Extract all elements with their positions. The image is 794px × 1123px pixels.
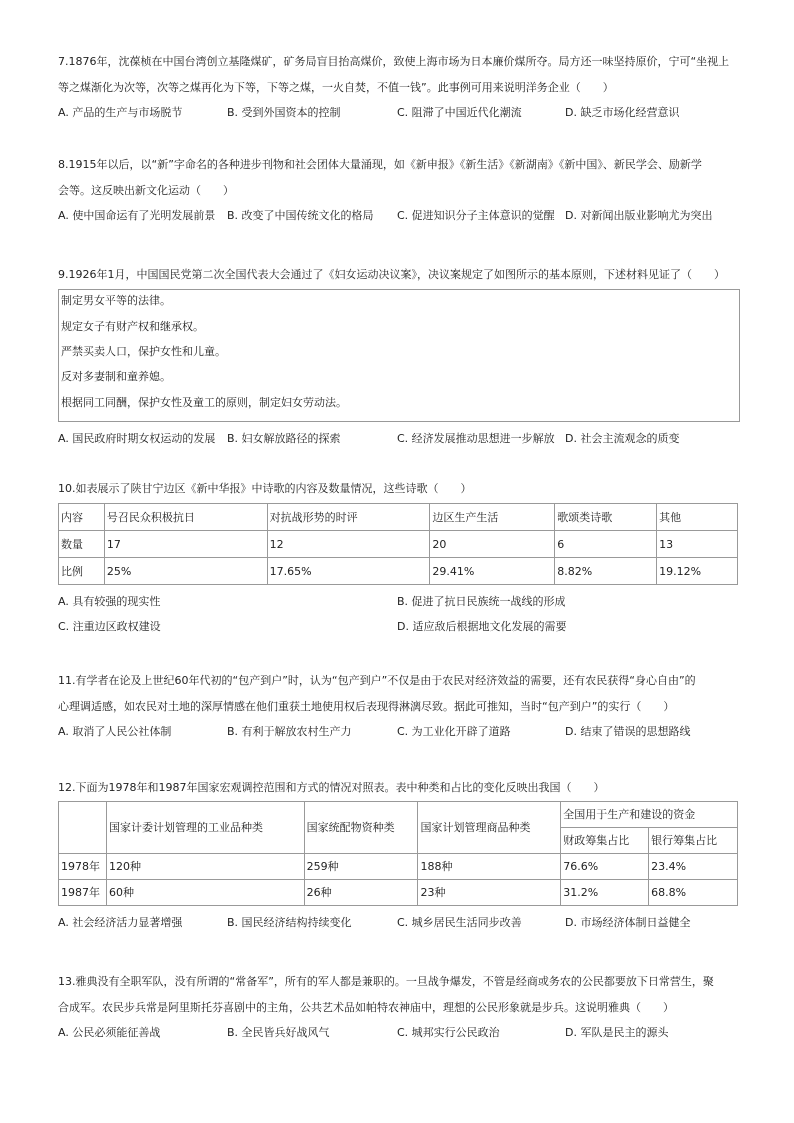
table-cell: 1987年 (59, 880, 107, 906)
table-header-cell: 国家计划管理商品种类 (418, 802, 561, 854)
option-a[interactable]: A. 取消了人民公社体制 (58, 725, 172, 739)
question-13-stem-line1: 13.雅典没有全职军队，没有所谓的“常备军”，所有的军人都是兼职的。一旦战争爆发，不管是经商或务农的公民都要放下日常营生，聚 (58, 975, 714, 988)
question-10-options-row2 (58, 620, 738, 635)
option-b[interactable]: B. 促进了抗日民族统一战线的形成 (397, 595, 566, 609)
option-d[interactable]: D. 结束了错误的思想路线 (565, 725, 691, 739)
question-8-stem-line1: 8.1915年以后，以“新”字命名的各种进步刊物和社会团体大量涌现，如《新申报》《新生活》《新湖南》《新中国》、新民学会、励新学 (58, 158, 702, 171)
table-header-row (59, 802, 738, 828)
option-b[interactable]: B. 妇女解放路径的探索 (227, 432, 341, 446)
material-line-5: 根据同工同酬，保护女性及童工的原则，制定妇女劳动法。 (61, 395, 347, 409)
option-a[interactable]: A. 产品的生产与市场脱节 (58, 106, 183, 120)
option-a[interactable]: A. 国民政府时期女权运动的发展 (58, 432, 216, 446)
table-cell: 数量 (59, 531, 105, 558)
material-line-2: 规定女子有财产权和继承权。 (61, 319, 204, 333)
table-header-cell: 对抗战形势的时评 (267, 504, 430, 531)
table-cell: 6 (555, 531, 657, 558)
question-9-options (58, 432, 738, 447)
option-d[interactable]: D. 缺乏市场化经营意识 (565, 106, 680, 120)
question-11-stem-line1: 11.有学者在论及上世纪60年代初的“包产到户”时，认为“包产到户”不仅是由于农民对经济效益的需要，还有农民获得“身心自由”的 (58, 674, 696, 687)
question-8 (58, 158, 738, 224)
table-header-cell: 银行筹集占比 (649, 828, 738, 854)
question-9-material-box (58, 289, 740, 422)
table-cell: 19.12% (657, 558, 738, 585)
table-header-cell: 边区生产生活 (430, 504, 555, 531)
question-9-stem-line1: 9.1926年1月，中国国民党第二次全国代表大会通过了《妇女运动决议案》，决议案规定了如图所示的基本原则，下述材料见证了（ ） (58, 268, 725, 281)
table-cell: 188种 (418, 854, 561, 880)
option-c[interactable]: C. 经济发展推动思想进一步解放 (397, 432, 555, 446)
option-b[interactable]: B. 国民经济结构持续变化 (227, 916, 352, 930)
table-cell: 17.65% (267, 558, 430, 585)
question-13-stem-line2: 合成军。农民步兵常是阿里斯托芬喜剧中的主角，公共艺术品如帕特农神庙中，理想的公民形象就是步兵。这说明雅典（ ） (58, 1001, 674, 1015)
question-7 (58, 55, 738, 121)
option-b[interactable]: B. 全民皆兵好战风气 (227, 1026, 330, 1040)
table-cell: 17 (104, 531, 267, 558)
question-8-stem-line2: 会等。这反映出新文化运动（ ） (58, 184, 234, 198)
option-c[interactable]: C. 注重边区政权建设 (58, 620, 161, 634)
question-7-options (58, 106, 738, 121)
table-header-cell: 内容 (59, 504, 105, 531)
option-c[interactable]: C. 城邦实行公民政治 (397, 1026, 500, 1040)
option-b[interactable]: B. 受到外国资本的控制 (227, 106, 341, 120)
question-10 (58, 482, 738, 635)
question-13-options (58, 1026, 738, 1041)
table-cell: 29.41% (430, 558, 555, 585)
material-line-1: 制定男女平等的法律。 (61, 294, 171, 308)
question-7-stem-line2: 等之煤渐化为次等，次等之煤再化为下等，下等之煤，一火自焚，不值一钱”。此事例可用来说明洋务企业（ ） (58, 81, 614, 95)
table-row (59, 880, 738, 906)
table-row (59, 558, 738, 585)
option-c[interactable]: C. 为工业化开辟了道路 (397, 725, 511, 739)
question-7-stem-line1: 7.1876年，沈葆桢在中国台湾创立基隆煤矿，矿务局盲目抬高煤价，致使上海市场为日本廉价煤所夺。局方还一味坚持原价，宁可“坐视上 (58, 55, 730, 68)
material-line-4: 反对多妻制和童养媳。 (61, 370, 171, 384)
question-11-options (58, 725, 738, 740)
option-d[interactable]: D. 对新闻出版业影响尤为突出 (565, 209, 713, 223)
option-c[interactable]: C. 城乡居民生活同步改善 (397, 916, 522, 930)
question-10-table (58, 503, 738, 585)
table-cell: 26种 (304, 880, 418, 906)
table-cell: 31.2% (561, 880, 649, 906)
table-cell: 23种 (418, 880, 561, 906)
option-c[interactable]: C. 阻滞了中国近代化潮流 (397, 106, 522, 120)
table-cell: 68.8% (649, 880, 738, 906)
table-row (59, 854, 738, 880)
option-c[interactable]: C. 促进知识分子主体意识的觉醒 (397, 209, 555, 223)
option-d[interactable]: D. 社会主流观念的质变 (565, 432, 680, 446)
question-10-options (58, 595, 738, 610)
table-header-row (59, 504, 738, 531)
option-a[interactable]: A. 社会经济活力显著增强 (58, 916, 183, 930)
table-cell: 8.82% (555, 558, 657, 585)
material-line-3: 严禁买卖人口，保护女性和儿童。 (61, 344, 226, 358)
question-12-options (58, 916, 738, 931)
table-cell: 25% (104, 558, 267, 585)
question-9 (58, 268, 738, 447)
question-13 (58, 975, 738, 1041)
question-11-stem-line2: 心理调适感，如农民对土地的深厚情感在他们重获土地使用权后表现得淋漓尽致。据此可推知，当时“包产到户”的实行（ ） (58, 700, 675, 714)
table-header-cell: 歌颂类诗歌 (555, 504, 657, 531)
question-12-stem-line1: 12.下面为1978年和1987年国家宏观调控范围和方式的情况对照表。表中种类和占比的变化反映出我国（ ） (58, 781, 605, 794)
table-header-cell: 财政筹集占比 (561, 828, 649, 854)
table-cell: 20 (430, 531, 555, 558)
table-header-cell: 国家计委计划管理的工业品种类 (106, 802, 304, 854)
option-d[interactable]: D. 市场经济体制日益健全 (565, 916, 691, 930)
table-header-cell: 国家统配物资种类 (304, 802, 418, 854)
option-d[interactable]: D. 适应敌后根据地文化发展的需要 (397, 620, 567, 634)
table-cell: 12 (267, 531, 430, 558)
table-cell: 13 (657, 531, 738, 558)
table-cell: 1978年 (59, 854, 107, 880)
option-b[interactable]: B. 改变了中国传统文化的格局 (227, 209, 374, 223)
option-a[interactable]: A. 具有较强的现实性 (58, 595, 161, 609)
option-a[interactable]: A. 使中国命运有了光明发展前景 (58, 209, 216, 223)
question-11 (58, 674, 738, 740)
table-header-cell: 全国用于生产和建设的资金 (561, 802, 738, 828)
table-cell: 76.6% (561, 854, 649, 880)
table-header-cell: 其他 (657, 504, 738, 531)
table-row (59, 531, 738, 558)
table-cell: 23.4% (649, 854, 738, 880)
table-header-cell-empty (59, 802, 107, 854)
question-12 (58, 781, 738, 931)
question-10-stem-line1: 10.如表展示了陕甘宁边区《新中华报》中诗歌的内容及数量情况，这些诗歌（ ） (58, 482, 472, 495)
table-header-cell: 号召民众积极抗日 (104, 504, 267, 531)
option-b[interactable]: B. 有利于解放农村生产力 (227, 725, 352, 739)
question-12-table (58, 801, 738, 906)
table-cell: 259种 (304, 854, 418, 880)
table-cell: 60种 (106, 880, 304, 906)
table-cell: 120种 (106, 854, 304, 880)
option-a[interactable]: A. 公民必须能征善战 (58, 1026, 161, 1040)
option-d[interactable]: D. 军队是民主的源头 (565, 1026, 669, 1040)
question-8-options (58, 209, 738, 224)
table-cell: 比例 (59, 558, 105, 585)
